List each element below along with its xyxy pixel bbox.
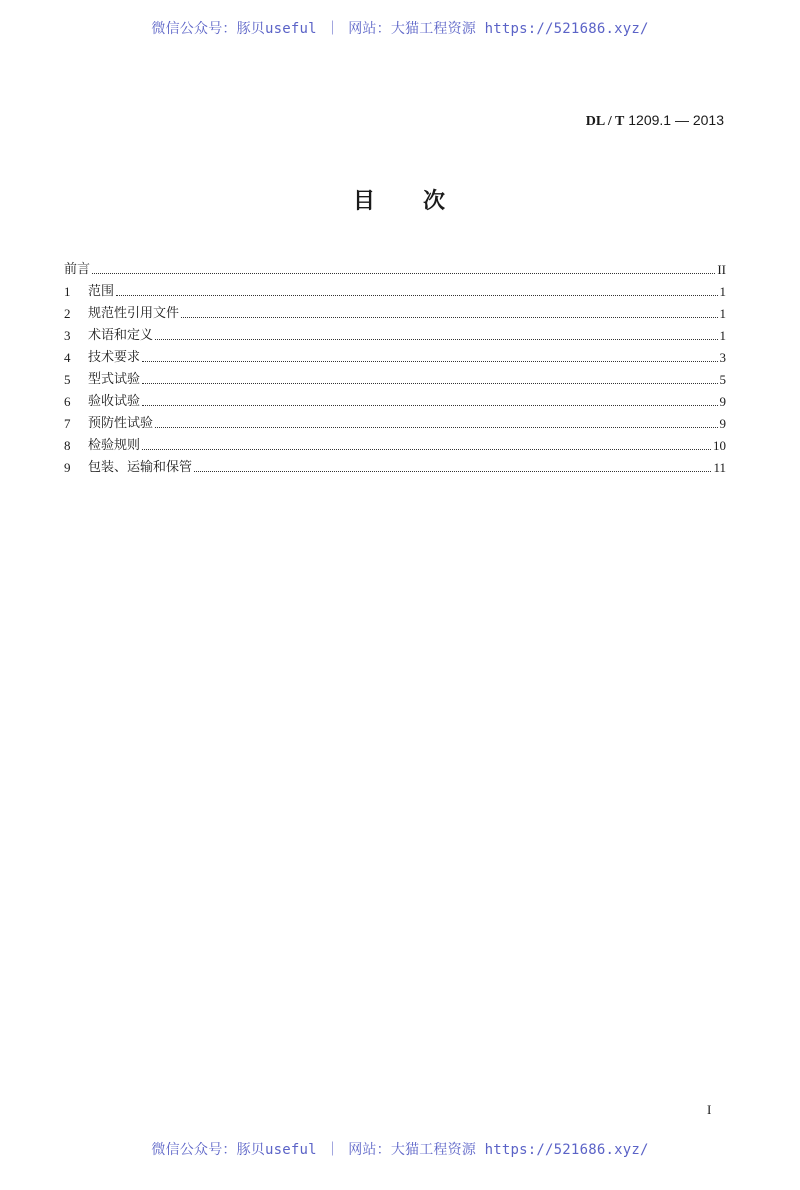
toc-entry-number: 5 xyxy=(64,372,71,387)
toc-entry-4[interactable] xyxy=(64,345,726,367)
toc-entry-label: 包装、运输和保管 xyxy=(88,460,193,475)
toc-entry-number: 1 xyxy=(64,284,71,299)
toc-entry-page: 9 xyxy=(719,416,726,431)
toc-leader-dots xyxy=(155,426,717,428)
toc-entry-9[interactable] xyxy=(64,455,726,477)
toc-leader-dots xyxy=(142,360,717,362)
toc-entry-page: 10 xyxy=(713,438,726,453)
watermark-top: 微信公众号：豚贝useful ｜ 网站：大猫工程资源 https://521686.xyz/ xyxy=(151,21,649,37)
toc-entry-page: 1 xyxy=(719,284,726,299)
toc-title-char-2: 次 xyxy=(423,189,448,214)
toc-leader-dots xyxy=(155,338,717,340)
toc-entry-page: 3 xyxy=(719,350,726,365)
toc-title xyxy=(0,184,800,215)
toc-entry-number: 2 xyxy=(64,306,71,321)
toc-entry-page: II xyxy=(717,262,726,277)
toc-entry-number: 3 xyxy=(64,328,71,343)
toc-leader-dots xyxy=(142,404,717,406)
toc-entry-page: 11 xyxy=(713,460,726,475)
standard-code xyxy=(586,112,724,130)
toc-title-char-1: 目 xyxy=(352,189,377,214)
toc-entry-label: 技术要求 xyxy=(88,350,141,365)
toc-entry-label: 前言 xyxy=(64,262,91,277)
toc-entry-page: 1 xyxy=(719,306,726,321)
toc-entry-label: 术语和定义 xyxy=(88,328,154,343)
toc-entry-page: 1 xyxy=(719,328,726,343)
watermark-bottom: 微信公众号：豚贝useful ｜ 网站：大猫工程资源 https://521686.xyz/ xyxy=(151,1142,649,1158)
toc-entry-label: 规范性引用文件 xyxy=(88,306,180,321)
toc-entry-number: 6 xyxy=(64,394,71,409)
toc-entry-3[interactable] xyxy=(64,323,726,345)
toc-leader-dots xyxy=(142,448,711,450)
toc-entry-number: 7 xyxy=(64,416,71,431)
toc-entry-label: 型式试验 xyxy=(88,372,141,387)
toc-leader-dots xyxy=(181,316,717,318)
toc-leader-dots xyxy=(142,382,717,384)
toc-entry-6[interactable] xyxy=(64,389,726,411)
page-number: I xyxy=(707,1102,712,1117)
toc-entry-2[interactable] xyxy=(64,301,726,323)
standard-prefix: DL / T xyxy=(585,114,625,129)
toc-entry-7[interactable] xyxy=(64,411,726,433)
toc-leader-dots xyxy=(92,272,715,274)
toc-entry-page: 9 xyxy=(719,394,726,409)
toc-entry-8[interactable] xyxy=(64,433,726,455)
toc-entry-label: 检验规则 xyxy=(88,438,141,453)
toc-entry-label: 范围 xyxy=(88,284,115,299)
toc-entry-number: 9 xyxy=(64,460,71,475)
toc-entry-label: 预防性试验 xyxy=(88,416,154,431)
toc-entry-1[interactable] xyxy=(64,279,726,301)
toc-leader-dots xyxy=(116,294,717,296)
toc-leader-dots xyxy=(194,470,711,472)
toc-entry-label: 验收试验 xyxy=(88,394,141,409)
toc-entry-number: 8 xyxy=(64,438,71,453)
standard-number: 1209.1 — 2013 xyxy=(624,112,724,128)
toc-entry-foreword[interactable] xyxy=(64,257,726,279)
toc-entry-5[interactable] xyxy=(64,367,726,389)
toc-entry-page: 5 xyxy=(719,372,726,387)
toc-entry-number: 4 xyxy=(64,350,71,365)
toc-list xyxy=(64,257,726,477)
